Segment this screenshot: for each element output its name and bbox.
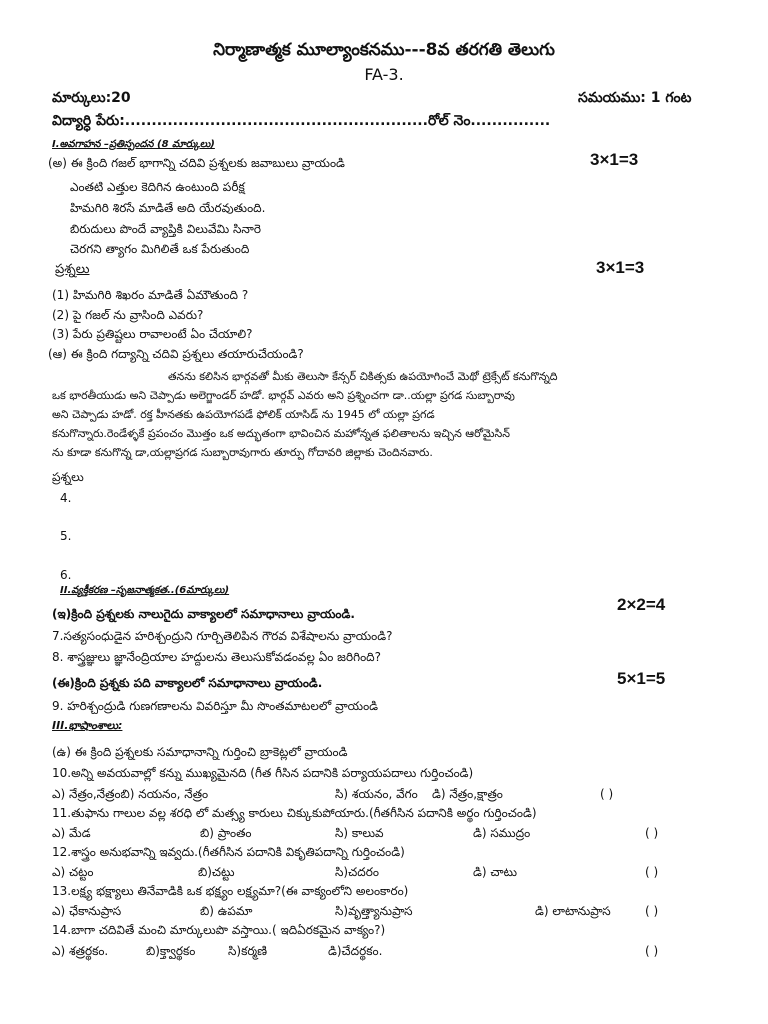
poem-line: బిరుదులు పొందే వ్యాప్తికి విలువేమి సినారె <box>70 222 261 236</box>
questions-marks: 3×1=3 <box>596 258 645 277</box>
option-b: బి)చట్టు <box>198 865 235 879</box>
option-b: బి)క్త్వార్థకం <box>146 944 196 958</box>
exam-subtitle: FA-3. <box>364 65 404 84</box>
option-a: ఎ) నేత్రం,నేత్రంబి) నయనం, నేత్రం <box>52 787 209 801</box>
blank-question: 6. <box>60 568 72 582</box>
option-c: సి) శయనం, వేగం <box>335 787 418 801</box>
question-3: (3) పేరు ప్రతిష్టలు రావాలంటే ఏం చేయాలి? <box>52 327 253 341</box>
section3-instruction: (ఉ) ఈ క్రింది ప్రశ్నలకు సమాధానాన్ని గుర్తించి బ్రాకెట్లలో వ్రాయండి <box>52 745 348 759</box>
option-c: సి)కర్మణి <box>228 944 268 958</box>
option-b: బి) ప్రాంతం <box>200 826 252 840</box>
partE-marks: 2×2=4 <box>617 595 666 614</box>
option-b: బి) ఉపమా <box>200 904 253 918</box>
poem-line: హిమగిరి శిరసే మాడితే అది యేరవుతుంది. <box>70 201 266 215</box>
poem-line: చెరగని త్యాగం మిగిలితే ఒక పేరుతుంది <box>70 242 250 256</box>
paragraph-line: కనుగొన్నారు.రెండేళ్ళకే ప్రపంచం మొత్తం ఒక అద్భుతంగా భావించిన మహోన్నత ఫలితాలను ఇచ్చిన ఆరోమైసిన్ <box>52 427 510 440</box>
exam-title: నిర్మాణాత్మక మూల్యాంకనము---8వ తరగతి తెలుగు <box>213 40 555 60</box>
question-13: 13.లక్ష్య భక్ష్యాలు తినేవాడికి ఒక భక్ష్యం లక్ష్యమా?(ఈ వాక్యంలోని అలంకారం) <box>52 884 409 898</box>
answer-bracket[interactable]: ( ) <box>645 826 659 840</box>
question-7: 7.సత్యసంధుడైన హరిశ్చంద్రుని గూర్చితెలిపిన గౌరవ విశేషాలను వ్రాయండి? <box>52 629 393 643</box>
partEe-instruction: (ఈ)క్రింది ప్రశ్నకు పది వాక్యాలలో సమాధానాలు వ్రాయండి. <box>52 676 323 690</box>
poem-line: ఎంతటి ఎత్తుల కెదిగిన ఉంటుంది పరీక్ష <box>70 180 245 194</box>
option-d: డి)చేదర్థకం. <box>328 944 383 958</box>
question-1: (1) హిమగిరి శిఖరం మాడితే ఏమౌతుంది ? <box>52 288 249 302</box>
option-a: ఎ) మేడ <box>52 826 91 840</box>
paragraph-line: ను కూడా కనుగొన్న డా,యల్లాప్రగడ సుబ్బారావుగారు తూర్పు గోదావరి జిల్లాకు చెందినవారు. <box>52 446 433 459</box>
section3-heading: III.భాషాంశాలు: <box>52 719 123 732</box>
section2-heading: II.వ్యక్తీకరణ –సృజనాత్మకత..(6మార్కులు) <box>60 585 230 596</box>
question-14: 14.బాగా చదివితే మంచి మార్కులుపొ వస్తాయి.( ఇదిఏరకమైన వాక్యం?) <box>52 923 386 937</box>
question-2: (2) పై గజల్ ను వ్రాసింది ఎవరు? <box>52 308 204 322</box>
paragraph-line: తనను కలిసిన భార్గవతో మీకు తెలుసా కేన్సర్ చికిత్సకు ఉపయోగించే మెథో ట్రెక్సేట్ కనుగొన్నది <box>168 370 558 383</box>
section1-heading: I.అవగాహన –ప్రతిస్పందన (8 మార్కులు) <box>52 139 215 150</box>
option-c: సి)వృత్త్యానుప్రాస <box>335 904 413 918</box>
questions-label: ప్రశ్నలు <box>55 262 90 277</box>
marks-label: మార్కులు:20 <box>52 90 131 106</box>
option-c: సి) కాలువ <box>335 826 384 840</box>
option-d: డి) సముద్రం <box>473 826 531 840</box>
question-12: 12.శాస్త్రం అనుభవాన్ని ఇవ్వదు.(గీతగీసిన పదానికి వికృతిపదాన్ని గుర్తించండి) <box>52 845 405 859</box>
paragraph-line: ఒక భారతీయుడు అని చెప్పాడు అలెగ్జాండర్ హడో. భార్గవ్ ఎవరు అని ప్రశ్నించగా డా..యల్లా ప్రగడ సుబ్బారావు <box>52 389 515 402</box>
question-10: 10.అన్ని అవయవాల్లో కన్ను ముఖ్యమైనది (గీత గీసిన పదానికి పర్యాయపదాలు గుర్తించండి) <box>52 766 474 780</box>
paragraph-line: అని చెప్పాడు హడో. రక్త హీనతకు ఉపయోగపడే ఫోలిక్ యాసిడ్ ను 1945 లో యల్లా ప్రగడ <box>52 408 435 421</box>
answer-bracket[interactable]: ( ) <box>600 787 614 801</box>
answer-bracket[interactable]: ( ) <box>645 865 659 879</box>
partE-instruction: (ఇ)క్రింది ప్రశ్నలకు నాలుగైదు వాక్యాలలో సమాధానాలు వ్రాయండి. <box>52 607 355 621</box>
question-8: 8. శాస్త్రజ్ఞులు జ్ఞానేంద్రియాల హద్దులను తెలుసుకోవడంవల్ల ఏం జరిగింది? <box>52 650 381 664</box>
question-11: 11.తుఫాను గాలుల వల్ల శరధి లో మత్స్య కారులు చిక్కుకుపోయారు.(గీతగీసిన పదానికి అర్థం గుర్తించండి) <box>52 806 537 820</box>
option-a: ఎ) శత్రర్థకం. <box>52 944 109 958</box>
questions-label: ప్రశ్నలు <box>52 470 84 484</box>
answer-bracket[interactable]: ( ) <box>645 944 659 958</box>
partEe-marks: 5×1=5 <box>617 669 666 688</box>
option-c: సి)చదరం <box>335 865 379 879</box>
option-a: ఎ) చట్టం <box>52 865 94 879</box>
blank-question: 4. <box>60 491 72 505</box>
option-d: డి) నేత్రం,క్షాత్రం <box>432 787 503 801</box>
answer-bracket[interactable]: ( ) <box>645 904 659 918</box>
partA-marks: 3×1=3 <box>590 150 639 169</box>
question-9: 9. హరిశ్చంద్రుడి గుణగణాలను వివరిస్తూ మీ సొంతమాటలలో వ్రాయండి <box>52 699 379 713</box>
partAa-instruction: (ఆ) ఈ క్రింది గద్యాన్ని చదివి ప్రశ్నలు తయారుచేయండి? <box>48 347 304 361</box>
partA-instruction: (అ) ఈ క్రింది గజల్ భాగాన్ని చదివి ప్రశ్నలకు జవాబులు వ్రాయండి <box>48 156 345 170</box>
blank-question: 5. <box>60 529 72 543</box>
option-d: డి) చాటు <box>473 865 518 879</box>
option-d: డి) లాటానుప్రాస <box>535 904 611 918</box>
student-line: విద్యార్ధి పేరు:.........................................................రోల్ నెం............... <box>52 113 551 129</box>
option-a: ఎ) ఛేకానుప్రాస <box>52 904 122 918</box>
time-label: సమయము: 1 గంట <box>578 90 692 106</box>
